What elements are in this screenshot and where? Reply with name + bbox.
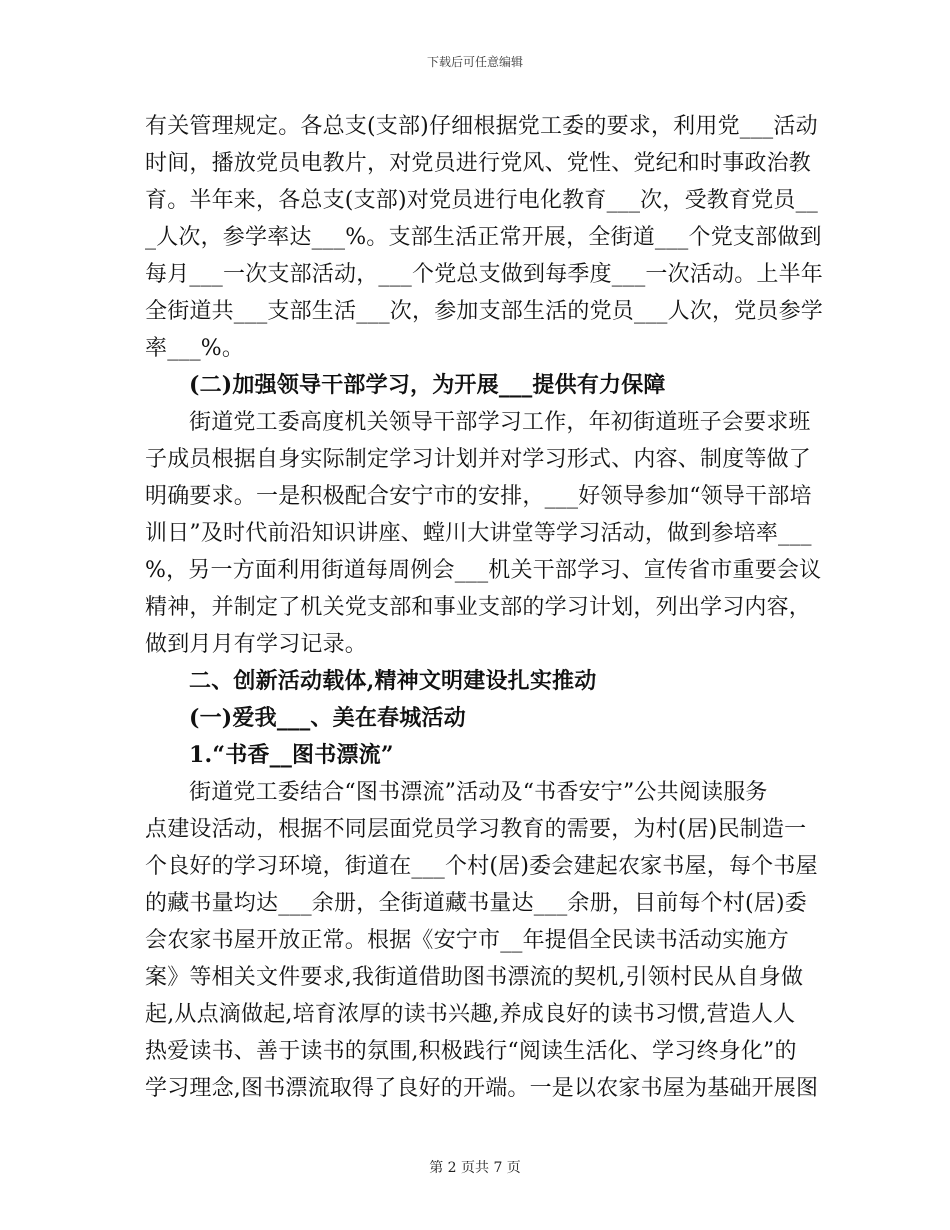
section-heading: (二)加强领导干部学习，为开展___提供有力保障 xyxy=(189,372,666,398)
text-line: 热爱读书、善于读书的氛围,积极践行“阅读生活化、学习终身化”的 xyxy=(145,1039,797,1064)
text-line: 做到月月有学习记录。 xyxy=(145,632,368,657)
text-line: 个良好的学习环境，街道在___个村(居)委会建起农家书屋，每个书屋 xyxy=(145,854,818,879)
page-header: 下载后可任意编辑 xyxy=(426,55,523,69)
item-heading: 1.“书香__图书漂流” xyxy=(189,742,394,768)
subsection-heading: (一)爱我___、美在春城活动 xyxy=(189,705,466,731)
text-line: 每月___一次支部活动，___个党总支做到每季度___一次活动。上半年 xyxy=(145,262,824,287)
text-line: 起,从点滴做起,培育浓厚的读书兴趣,养成良好的读书习惯,营造人人 xyxy=(145,1002,796,1027)
page-number: 第 2 页共 7 页 xyxy=(429,1160,521,1176)
text-line: 学习理念,图书漂流取得了良好的开端。一是以农家书屋为基础开展图 xyxy=(145,1076,819,1101)
text-line: 的藏书量均达___余册，全街道藏书量达___余册，目前每个村(居)委 xyxy=(145,891,807,916)
text-line: 全街道共___支部生活___次，参加支部生活的党员___人次，党员参学 xyxy=(145,299,824,324)
text-line: 街道党工委结合“图书漂流”活动及“书香安宁”公共阅读服务 xyxy=(189,780,768,805)
text-line: 有关管理规定。各总支(支部)仔细根据党工委的要求，利用党___活动 xyxy=(145,114,818,139)
text-line: %，另一方面利用街道每周例会___机关干部学习、宣传省市重要会议 xyxy=(145,558,822,583)
paragraph xyxy=(145,774,819,1107)
text-line: 时间，播放党员电教片，对党员进行党风、党性、党纪和时事政治教 xyxy=(145,151,812,176)
text-line: 会农家书屋开放正常。根据《安宁市__年提倡全民读书活动实施方 xyxy=(145,928,790,953)
text-line: 街道党工委高度机关领导干部学习工作，年初街道班子会要求班 xyxy=(189,410,811,435)
section-heading: 二、创新活动载体,精神文明建设扎实推动 xyxy=(189,668,597,694)
text-line: 子成员根据自身实际制定学习计划并对学习形式、内容、制度等做了 xyxy=(145,447,812,472)
text-line: 训日”及时代前沿知识讲座、螳川大讲堂等学习活动，做到参培率___ xyxy=(145,521,812,546)
document-body xyxy=(145,108,824,1107)
text-line: 明确要求。一是积极配合安宁市的安排，___好领导参加“领导干部培 xyxy=(145,484,812,509)
text-line: 精神，并制定了机关党支部和事业支部的学习计划，列出学习内容， xyxy=(145,595,812,620)
text-line: 率___%。 xyxy=(145,336,245,361)
paragraph xyxy=(145,108,824,367)
paragraph xyxy=(145,404,822,663)
text-line: 育。半年来，各总支(支部)对党员进行电化教育___次，受教育党员__ xyxy=(145,188,818,213)
text-line: 点建设活动，根据不同层面党员学习教育的需要，为村(居)民制造一 xyxy=(145,817,807,842)
text-line: 案》等相关文件要求,我街道借助图书漂流的契机,引领村民从自身做 xyxy=(145,965,804,990)
text-line: _人次，参学率达___%。支部生活正常开展，全街道___个党支部做到 xyxy=(145,225,822,250)
